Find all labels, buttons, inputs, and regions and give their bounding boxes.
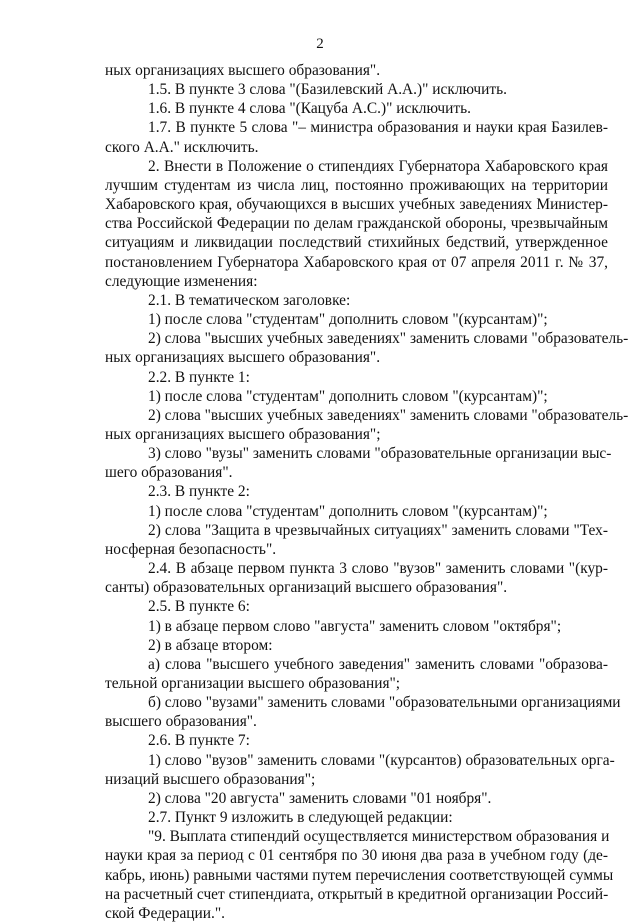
text-line: 3) слово "вузы" заменить словами "образовательные организации выс- bbox=[148, 445, 612, 463]
text-line: ства Российской Федерации по делам гражданской обороны, чрезвычайным bbox=[105, 215, 608, 233]
text-line: 2) слова "высших учебных заведениях" заменить словами "образователь- bbox=[148, 330, 629, 348]
text-line: 2.4. В абзаце первом пункта 3 слово "вузов" заменить словами "(кур- bbox=[148, 560, 608, 578]
text-line: 2) слова "20 августа" заменить словами "01 ноября". bbox=[148, 789, 492, 807]
document-body bbox=[105, 61, 629, 923]
text-line: "9. Выплата стипендий осуществляется министерством образования и bbox=[148, 828, 610, 846]
text-line: лучшим студентам из числа лиц, постоянно проживающих на территории bbox=[105, 176, 608, 194]
text-line: 2.1. В тематическом заголовке: bbox=[148, 291, 351, 309]
text-line: кабрь, июнь) равными частями путем перечисления соответствующей суммы bbox=[105, 866, 614, 884]
text-line: 2) слова "Защита в чрезвычайных ситуациях" заменить словами "Тех- bbox=[148, 521, 608, 539]
text-line: ского А.А." исключить. bbox=[105, 138, 259, 156]
text-line: ситуациям и ликвидации последствий стихийных бедствий, утвержденное bbox=[105, 234, 608, 252]
text-line: 2. Внести в Положение о стипендиях Губернатора Хабаровского края bbox=[148, 157, 608, 175]
text-line: 2) слова "высших учебных заведениях" заменить словами "образователь- bbox=[148, 406, 629, 424]
text-line: низаций высшего образования"; bbox=[105, 770, 316, 788]
text-line: 2) в абзаце втором: bbox=[148, 636, 273, 654]
page-number: 2 bbox=[316, 36, 324, 52]
text-line: 2.6. В пункте 7: bbox=[148, 732, 250, 750]
text-line: ской Федерации.". bbox=[105, 904, 225, 922]
text-line: 1.7. В пункте 5 слова "– министра образования и науки края Базилев- bbox=[148, 119, 608, 137]
text-line: 1.5. В пункте 3 слова "(Базилевский А.А.)" исключить. bbox=[148, 81, 507, 99]
text-line: на расчетный счет стипендиата, открытый в кредитной организации Россий- bbox=[105, 885, 609, 903]
text-line: постановлением Губернатора Хабаровского края от 07 апреля 2011 г. № 37, bbox=[105, 253, 608, 271]
text-line: 1.6. В пункте 4 слова "(Кацуба А.С.)" исключить. bbox=[148, 100, 471, 118]
text-line: 2.5. В пункте 6: bbox=[148, 598, 250, 616]
text-line: носферная безопасность". bbox=[105, 540, 277, 558]
text-line: б) слово "вузами" заменить словами "образовательными организациями bbox=[148, 694, 621, 712]
text-line: ных организациях высшего образования". bbox=[105, 62, 381, 79]
text-line: шего образования". bbox=[105, 464, 233, 482]
text-line: а) слова "высшего учебного заведения" заменить словами "образова- bbox=[148, 655, 608, 673]
text-line: 1) слово "вузов" заменить словами "(курсантов) образовательных орга- bbox=[148, 751, 615, 769]
text-line: 1) после слова "студентам" дополнить словом "(курсантам)"; bbox=[148, 387, 548, 405]
text-line: 1) после слова "студентам" дополнить словом "(курсантам)"; bbox=[148, 502, 548, 520]
text-line: высшего образования". bbox=[105, 713, 257, 731]
text-line: 2.2. В пункте 1: bbox=[148, 368, 250, 386]
text-line: науки края за период с 01 сентября по 30 июня два раза в учебном году (де- bbox=[105, 847, 608, 865]
text-line: ных организациях высшего образования". bbox=[105, 349, 381, 367]
text-line: 1) в абзаце первом слово "августа" заменить словом "октября"; bbox=[148, 617, 562, 635]
text-line: ных организациях высшего образования"; bbox=[105, 425, 381, 443]
text-line: следующие изменения: bbox=[105, 272, 258, 290]
text-line: Хабаровского края, обучающихся в высших учебных заведениях Министер- bbox=[105, 196, 608, 214]
text-line: тельной организации высшего образования"; bbox=[105, 675, 401, 692]
text-line: 1) после слова "студентам" дополнить словом "(курсантам)"; bbox=[148, 311, 548, 329]
text-line: 2.3. В пункте 2: bbox=[148, 483, 250, 501]
text-line: санты) образовательных организаций высшего образования". bbox=[105, 579, 508, 597]
text-line: 2.7. Пункт 9 изложить в следующей редакции: bbox=[148, 809, 453, 827]
